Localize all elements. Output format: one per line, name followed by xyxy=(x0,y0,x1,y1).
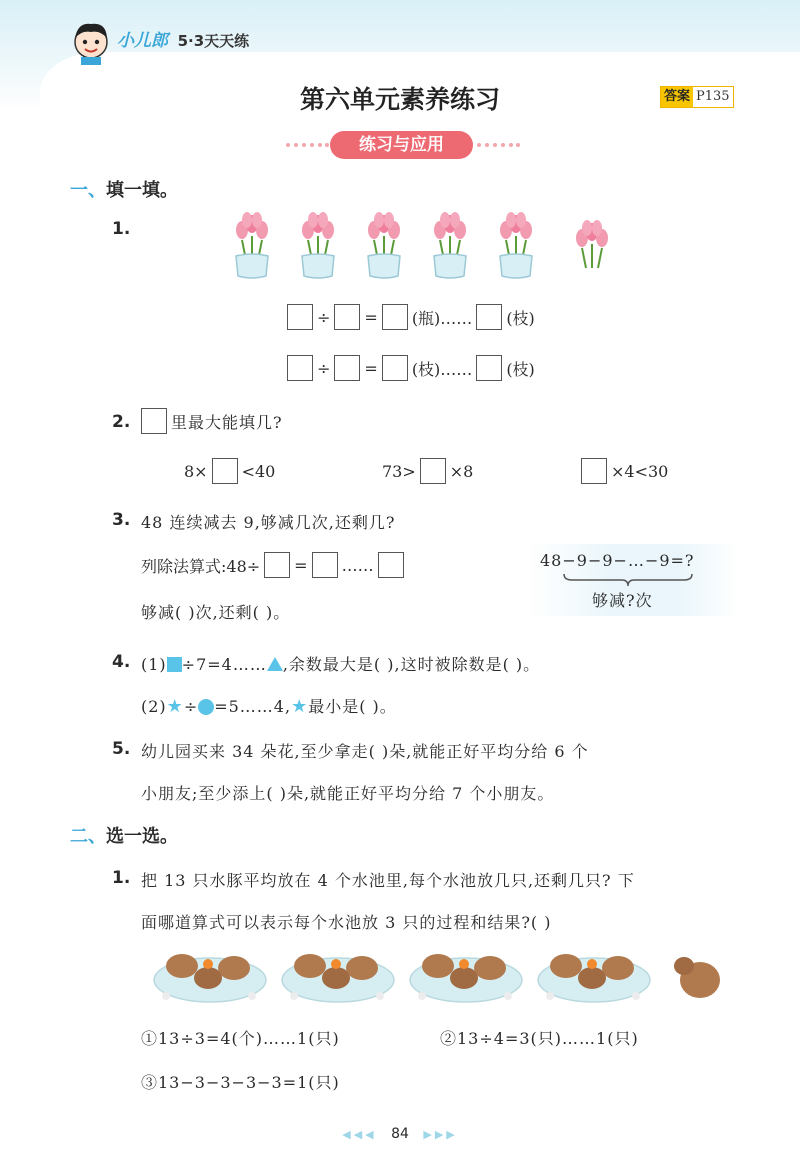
page-number: 84 xyxy=(391,1126,409,1142)
q2-expression-3 xyxy=(581,458,668,484)
q4-part-2-label: (2) xyxy=(141,697,167,716)
answer-box-sample xyxy=(141,408,167,434)
q4-number: 4. xyxy=(112,652,131,672)
unit-stem: (枝) xyxy=(506,359,535,379)
q5-number: 5. xyxy=(112,739,131,759)
expr-text: ×8 xyxy=(449,461,474,481)
q1-equation-1 xyxy=(287,304,535,330)
answer-box[interactable] xyxy=(287,304,313,330)
s2-q1-number: 1. xyxy=(112,868,131,888)
section-1-number: 一、 xyxy=(70,180,106,201)
star-icon: ★ xyxy=(166,696,184,717)
answer-reference xyxy=(660,86,734,108)
section-1-title: 填一填。 xyxy=(106,180,178,201)
answer-box[interactable] xyxy=(287,355,313,381)
equals-sign: = xyxy=(294,555,308,575)
q2-expression-1 xyxy=(184,458,275,484)
brand-name: 小儿郎 xyxy=(117,31,168,51)
square-icon xyxy=(167,657,182,672)
answer-box[interactable] xyxy=(420,458,446,484)
capybara-pools-illustration xyxy=(152,944,732,1006)
q4-part-1-label: (1) xyxy=(141,655,167,674)
brand-series: 5·3天天练 xyxy=(177,32,250,50)
q2-prompt: 里最大能填几? xyxy=(171,412,283,432)
s2-q1-line-2: 面哪道算式可以表示每个水池放 3 只的过程和结果?( ) xyxy=(141,913,552,932)
unit-stem: (枝) xyxy=(506,308,535,328)
answer-page: P135 xyxy=(693,87,733,107)
q1-equation-2 xyxy=(287,355,535,381)
star-icon: ★ xyxy=(291,696,309,717)
page-title: 第六单元素养练习 xyxy=(299,85,500,114)
q4-part-2 xyxy=(141,694,397,717)
q4-part-1-expr: ÷7=4…… xyxy=(181,655,267,674)
answer-box[interactable] xyxy=(581,458,607,484)
equals-sign: = xyxy=(364,358,378,378)
q3-text: 48 连续减去 9,够减几次,还剩几? xyxy=(141,513,396,532)
section-2-heading xyxy=(70,822,178,848)
q5-line-2: 小朋友;至少添上( )朵,就能正好平均分给 7 个小朋友。 xyxy=(141,784,555,803)
answer-box[interactable] xyxy=(312,552,338,578)
triangle-icon xyxy=(267,657,283,671)
q3-division-line xyxy=(141,552,404,578)
q3-hint-label: 够减?次 xyxy=(592,591,653,610)
dots-left-decoration xyxy=(285,142,329,148)
q3-hint-expression: 48−9−9−…−9=? xyxy=(540,551,695,570)
brand xyxy=(117,26,249,51)
q3-number: 3. xyxy=(112,510,131,530)
q3-label: 列除法算式:48÷ xyxy=(141,556,261,576)
answer-box[interactable] xyxy=(382,355,408,381)
q4-part-1-question: ,余数最大是( ),这时被除数是( )。 xyxy=(282,655,541,674)
q5-line-1: 幼儿园买来 34 朵花,至少拿走( )朵,就能正好平均分给 6 个 xyxy=(141,742,589,761)
divide-sign: ÷ xyxy=(317,307,331,327)
arrows-right-icon: ▶▶▶ xyxy=(423,1128,458,1141)
unit-vase-remainder: (瓶)…… xyxy=(411,308,473,328)
answer-box[interactable] xyxy=(334,304,360,330)
divide-sign: ÷ xyxy=(317,358,331,378)
q4-part-1 xyxy=(141,652,540,675)
q4-part-2-question: 最小是( )。 xyxy=(308,697,397,716)
expr-text: ×4<30 xyxy=(611,461,669,481)
answer-label: 答案 xyxy=(661,87,693,107)
option-1[interactable]: ①13÷3=4(个)……1(只) xyxy=(141,1029,340,1048)
answer-box[interactable] xyxy=(378,552,404,578)
unit-stem-remainder: (枝)…… xyxy=(411,359,473,379)
expr-text: <40 xyxy=(241,461,276,481)
section-subtitle: 练习与应用 xyxy=(330,131,473,159)
answer-box[interactable] xyxy=(264,552,290,578)
q2-number: 2. xyxy=(112,412,131,432)
q2-expression-2 xyxy=(382,458,473,484)
answer-box[interactable] xyxy=(212,458,238,484)
arrows-left-icon: ◀◀◀ xyxy=(342,1128,377,1141)
option-3[interactable]: ③13−3−3−3−3=1(只) xyxy=(141,1073,340,1092)
expr-text: 73> xyxy=(382,461,416,481)
hint-brace xyxy=(562,572,694,588)
option-2[interactable]: ②13÷4=3(只)……1(只) xyxy=(440,1029,639,1048)
q4-part-2-expr: =5……4, xyxy=(214,697,292,716)
answer-box[interactable] xyxy=(476,304,502,330)
q3-answer-line: 够减( )次,还剩( )。 xyxy=(141,603,291,622)
section-2-title: 选一选。 xyxy=(106,826,178,847)
equals-sign: = xyxy=(364,307,378,327)
remainder-dots: …… xyxy=(341,555,374,575)
answer-box[interactable] xyxy=(382,304,408,330)
answer-box[interactable] xyxy=(476,355,502,381)
expr-text: 8× xyxy=(184,461,208,481)
s2-q1-line-1: 把 13 只水豚平均放在 4 个水池里,每个水池放几只,还剩几只? 下 xyxy=(141,871,635,890)
dots-right-decoration xyxy=(476,142,520,148)
answer-box[interactable] xyxy=(334,355,360,381)
page-footer xyxy=(0,1126,800,1142)
q2-prompt-row xyxy=(141,408,283,434)
q1-number: 1. xyxy=(112,219,131,239)
circle-icon xyxy=(198,699,214,715)
section-1-heading xyxy=(70,176,178,202)
mascot-boy-icon xyxy=(66,16,116,66)
section-2-number: 二、 xyxy=(70,826,106,847)
tulip-vases-illustration xyxy=(228,210,618,282)
divide-sign: ÷ xyxy=(183,697,199,716)
